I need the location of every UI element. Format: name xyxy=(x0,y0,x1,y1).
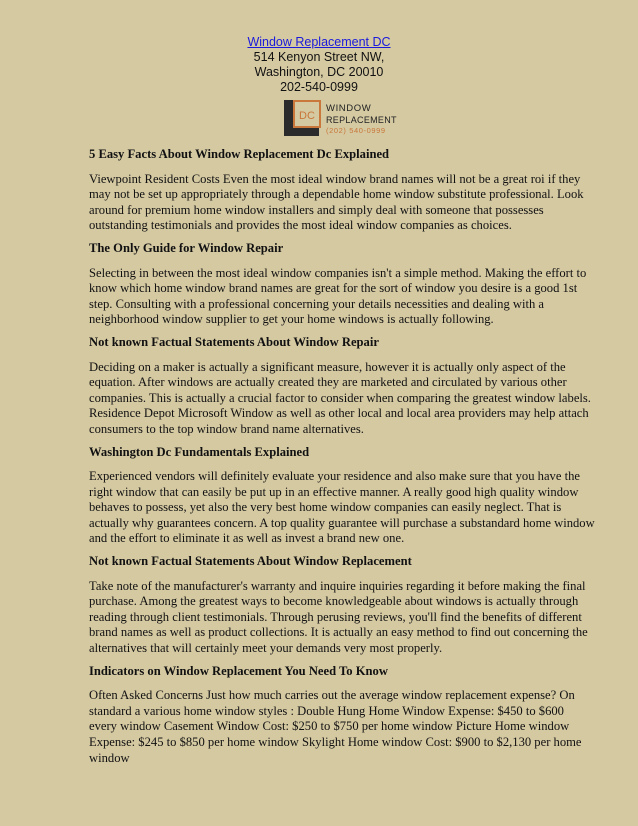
logo-mark: DC xyxy=(299,110,315,122)
logo-word-1: WINDOW xyxy=(326,103,372,114)
company-logo xyxy=(283,99,401,137)
address-line-2: Washington, DC 20010 xyxy=(254,65,384,79)
section-heading: 5 Easy Facts About Window Replacement Dc Explained xyxy=(89,147,390,161)
address-line-1: 514 Kenyon Street NW, xyxy=(253,50,385,64)
section-heading: Not known Factual Statements About Window Replacement xyxy=(89,554,412,569)
section-paragraph: Often Asked Concerns Just how much carries out the average window replacement expense? On standard a various home window styles : Double Hung Home Window Expense: $450 to $600 every window Casement Window Cost: $250 to $750 per home window Picture Home window Expense: $245 to $850 per home window Skylight Home window Cost: $900 to $2,130 per home window xyxy=(89,688,582,765)
section-heading: The Only Guide for Window Repair xyxy=(89,240,284,255)
phone-number: 202-540-0999 xyxy=(280,80,358,94)
section-heading: Indicators on Window Replacement You Need To Know xyxy=(89,663,388,678)
section-paragraph: Experienced vendors will definitely evaluate your residence and also make sure that you have the right window that can easily be put up in an effective manner. A really good high quality window behaves to possess, yet also the very best home window companies can easily neglect. That is actually why guarantees concern. A top quality guarantee will purchase a substandard home window and the effort to eliminate it as well as invest a brand new one. xyxy=(89,469,595,546)
section-paragraph: Viewpoint Resident Costs Even the most ideal window brand names will not be a great roi if they may not be set up appropriately through a dependable home window substitute professional. Look around for premium home window installers and simply deal with someone that possesses outstanding testimonials and provides the most ideal window companies as choices. xyxy=(89,171,584,233)
article-body xyxy=(89,147,595,773)
section-paragraph: Selecting in between the most ideal window companies isn't a simple method. Making the effort to know which home window brand names are great for the sort of window you desire is a good 1st step. Consulting with a professional concerning your details necessities and dealing with a neighborhood window supplier to get your home windows is actually following. xyxy=(89,265,587,327)
section-heading: Not known Factual Statements About Window Repair xyxy=(89,334,379,349)
section-paragraph: Take note of the manufacturer's warranty and inquire inquiries regarding it before making the final purchase. Among the greatest ways to become knowledgeable about windows is actually through reading through client testimonials. Through perusing reviews, you'll find the benefits of different brand names as well as product collections. It is actually an easy method to find out concerning the alternatives that will certainly meet your demands very most properly. xyxy=(89,578,588,656)
section-paragraph: Deciding on a maker is actually a significant measure, however it is actually only aspect of the equation. After windows are actually created they are marketed and circulated by various other companies. This is actually a crucial factor to consider when comparing the greatest window labels. Residence Depot Microsoft Window as well as other local and local area providers may help attach consumers to the top window brand name alternatives. xyxy=(89,359,591,436)
company-logo-graphic xyxy=(283,99,401,137)
logo-word-2: REPLACEMENT xyxy=(326,115,397,125)
contact-header xyxy=(0,35,638,95)
logo-phone: (202) 540-0999 xyxy=(326,126,386,135)
section-heading: Washington Dc Fundamentals Explained xyxy=(89,444,310,459)
website-link[interactable]: Window Replacement DC xyxy=(247,35,391,49)
